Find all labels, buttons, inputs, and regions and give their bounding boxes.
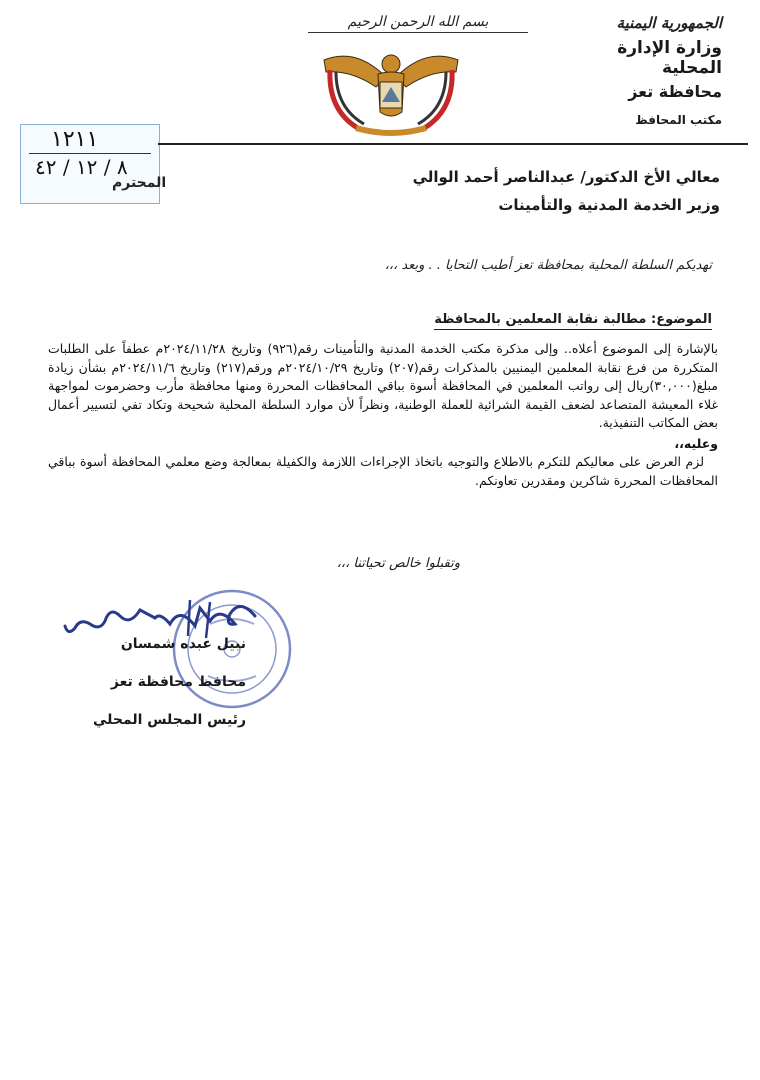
honorific: المحترم <box>112 175 167 191</box>
letter-body <box>48 340 718 490</box>
body-paragraph-2: لزم العرض على معاليكم للتكرم بالاطلاع والتوجيه باتخاذ الإجراءات اللازمة والكفيلة بمعالجة وضع معلمي المحافظة أسوة بباقي المحافظات المحررة شاكرين ومقدرين تعاونكم. <box>48 454 718 488</box>
reference-divider <box>29 153 151 154</box>
basmala: بسم الله الرحمن الرحيم <box>308 14 528 33</box>
governorate-name: محافظة تعز <box>628 82 722 101</box>
header-divider <box>158 143 748 145</box>
signer-role: رئيس المجلس المحلي <box>92 712 246 728</box>
reference-number: ١٢١١ <box>51 127 99 152</box>
closing-line: وتقبلوا خالص تحياتنا ،،، <box>336 556 460 571</box>
subject-text: الموضوع: مطالبة نقابة المعلمين بالمحافظة <box>434 312 712 330</box>
body-paragraph-1: بالإشارة إلى الموضوع أعلاه.. وإلى مذكرة مكتب الخدمة المدنية والتأمينات رقم(٩٢٦) وتاريخ ٢٠٢٤/١١/٢٨م عطفاً على الطلبات المتكررة من فرع نقابة المعلمين اليمنيين بالمذكرات رقم(٢٠٧) وتاريخ ٢٠٢٤/١٠/٢٩م ورقم(٢١٧) وتاريخ ٢٠٢٤/١١/٦م بشأن زيادة مبلغ(٣٠,٠٠٠)ريال إلى رواتب المعلمين في المحافظة أسوة بباقي المحافظات المحررة ومنها محافظة مأرب وحضرموت لمواجهة غلاء المعيشة المتصاعد لضعف القيمة الشرائية للعملة الوطنية، ونظراً لأن موارد السلطة المحلية شحيحة وتكاد تفي لتسيير أعمال بعض المكاتب التنفيذية. <box>48 341 719 430</box>
subject <box>312 312 712 327</box>
republic-name: الجمهورية اليمنية <box>616 14 722 32</box>
recipient-title: وزير الخدمة المدنية والتأمينات <box>498 196 720 214</box>
reference-date: ٨ / ١٢ / ٤٢ <box>35 155 128 179</box>
office-name: مكتب المحافظ <box>635 113 722 127</box>
signer-name: نبيل عبده شمسان <box>120 636 246 652</box>
recipient <box>300 168 720 214</box>
greeting: تهديكم السلطة المحلية بمحافظة تعز أطيب التحايا . . وبعد ،،، <box>384 258 712 273</box>
therefore-line: وعليه،، <box>674 435 718 451</box>
reference-box <box>20 124 160 204</box>
recipient-name: معالي الأخ الدكتور/ عبدالناصر أحمد الوالي <box>412 168 720 186</box>
ministry-name: وزارة الإدارة المحلية <box>617 38 722 78</box>
letterhead <box>552 14 722 127</box>
signer-title: محافظ محافظة تعز <box>110 674 246 690</box>
signature-block <box>86 636 246 728</box>
eagle-emblem-icon <box>316 42 466 142</box>
